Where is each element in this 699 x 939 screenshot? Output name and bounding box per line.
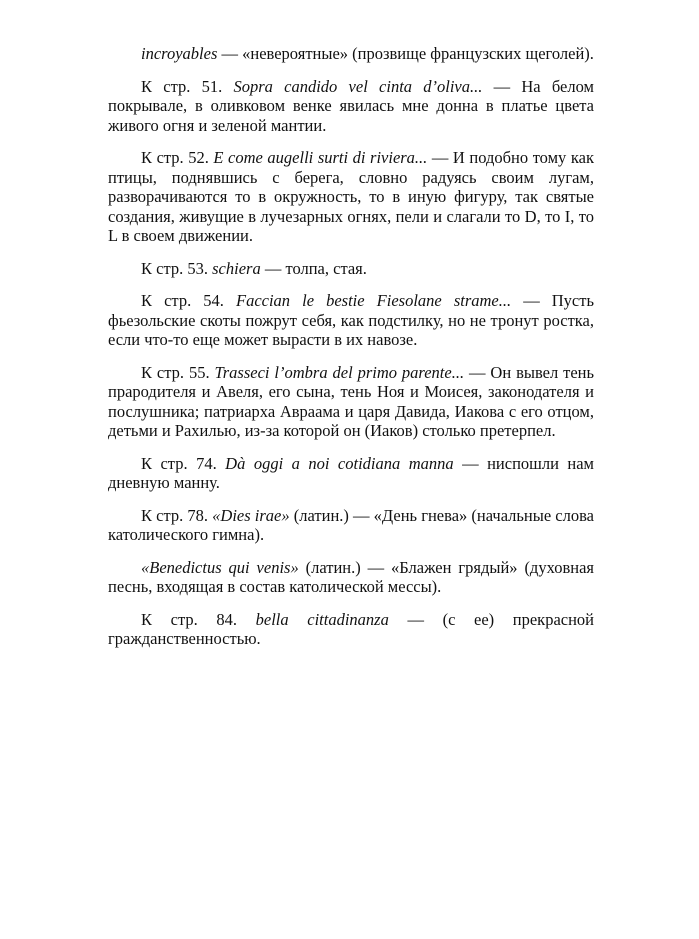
note-term: E come augelli surti di riviera... xyxy=(213,148,428,167)
notes-page xyxy=(108,44,594,662)
note-p54 xyxy=(108,291,594,350)
note-text: — ниспошли нам дневную манну. xyxy=(108,453,594,492)
note-p55 xyxy=(108,363,594,441)
note-term: «Benedictus qui venis» xyxy=(141,557,299,577)
note-p53 xyxy=(108,259,594,279)
note-incroyables xyxy=(108,44,594,64)
note-text: (латин.) — «Блажен грядый» (духовная песнь, входящая в состав католической мессы). xyxy=(108,557,594,596)
note-prefix: К стр. 55. xyxy=(141,362,215,382)
note-prefix: К стр. 52. xyxy=(141,148,214,167)
note-term: schiera xyxy=(212,258,261,278)
note-prefix: К стр. 54. xyxy=(141,291,236,310)
note-prefix: К стр. 78. xyxy=(141,505,213,525)
note-p74 xyxy=(108,454,594,493)
note-term: Dà oggi a noi cotidiana manna xyxy=(225,453,454,473)
note-prefix: К стр. 51. xyxy=(141,76,234,96)
note-term: Faccian le bestie Fiesolane strame... xyxy=(235,291,512,310)
note-prefix: К стр. 74. xyxy=(141,453,226,473)
note-benedictus xyxy=(108,558,594,597)
note-text: — И подобно тому как птицы, поднявшись с берега, словно радуясь своим лугам, разворачиваются то в окружность, то в иную фигуру, так святые создания, живущие в лучезарных огнях, пели и слагали то D, то I, то L в своем движении. xyxy=(108,148,594,245)
note-p78 xyxy=(108,506,594,545)
note-text: — толпа, стая. xyxy=(260,258,367,278)
note-term: incroyables xyxy=(141,44,218,63)
note-text: (латин.) — «День гнева» (начальные слова католического гимна). xyxy=(108,505,595,544)
note-term: Sopra candido vel cinta d’oliva... xyxy=(233,76,483,96)
note-text: — (с ее) прекрасной гражданственностью. xyxy=(108,609,595,648)
note-prefix: К стр. 53. xyxy=(141,258,213,278)
note-text: — Пусть фьезольские скоты пожрут себя, как подстилку, но не тронут ростка, если что-то еще может вырасти в их навозе. xyxy=(108,291,594,349)
note-p52 xyxy=(108,148,594,246)
note-text: — Он вывел тень прародителя и Авеля, его сына, тень Ноя и Моисея, законодателя и послушника; патриарха Авраама и царя Давида, Иакова с его отцом, детьми и Рахилью, из-за которой он (Иаков) столько претерпел. xyxy=(108,362,595,440)
note-text: — «невероятные» (прозвище французских щеголей). xyxy=(217,44,594,63)
note-term: bella cittadinanza xyxy=(255,609,389,629)
note-p51 xyxy=(108,77,594,136)
note-prefix: К стр. 84. xyxy=(141,609,256,629)
note-term: Trasseci l’ombra del primo parente... xyxy=(214,362,465,382)
note-term: «Dies irae» xyxy=(212,505,290,525)
note-p84 xyxy=(108,610,594,649)
note-text: — На белом покрывале, в оливковом венке явилась мне донна в платье цвета живого огня и зеленой мантии. xyxy=(108,76,594,135)
